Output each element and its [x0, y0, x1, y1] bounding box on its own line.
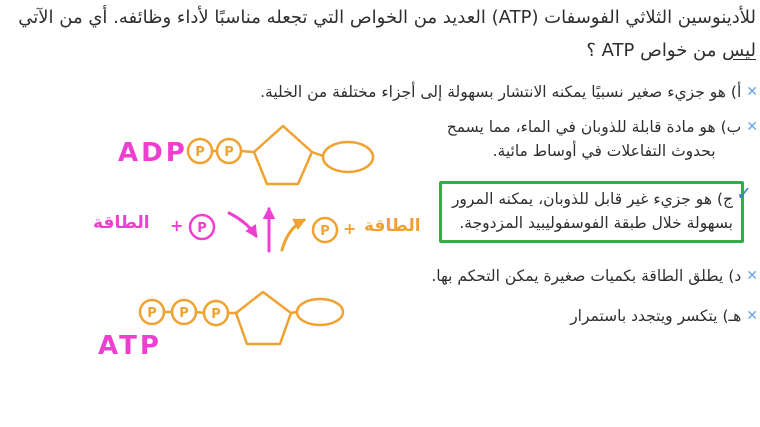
option-a-text: هو جزيء صغير نسبيًا يمكنه الانتشار بسهولة إلى أجزاء مختلفة من الخلية.	[260, 83, 726, 101]
phosphate-circle-magenta	[190, 215, 214, 239]
option-b-line-1: هو مادة قابلة للذوبان في الماء، مما يسمح	[446, 118, 716, 136]
question-line-1	[18, 7, 756, 28]
option-b-line-2: بحدوث التفاعلات في أوساط مائية.	[492, 142, 716, 161]
adp-molecule	[188, 126, 373, 184]
option-c-text-1: هو جزيء غير قابل للذوبان، يمكنه المرور	[451, 190, 712, 208]
phosphate-p-label: P	[224, 145, 234, 160]
energy-in-curved-arrow	[229, 213, 256, 236]
plus-sign-orange: +	[343, 219, 357, 238]
question-line-2	[586, 40, 756, 61]
option-c-line-1	[452, 187, 733, 211]
phosphate-p-label: P	[147, 306, 157, 321]
phosphate-p-label: P	[197, 221, 207, 236]
option-e	[570, 304, 758, 328]
reaction-arrows	[229, 209, 304, 251]
plus-sign-magenta: +	[170, 216, 184, 235]
option-e-letter: هـ)	[722, 307, 742, 325]
incorrect-x-icon: ✕	[746, 268, 758, 284]
atp-molecule	[140, 292, 343, 344]
phosphate-p-label: P	[211, 307, 221, 322]
phosphate-p-label: P	[195, 145, 205, 160]
question-text: للأدينوسين الثلاثي الفوسفات (ATP) العديد من الخواص التي تجعله مناسبًا لأداء وظائفه. أي من الآتي	[18, 7, 756, 28]
option-c-text-2: بسهولة خلال طبقة الفوسفوليبيد المزدوجة.	[459, 214, 733, 233]
energy-label-orange: الطاقة	[364, 216, 421, 236]
option-d-text: يطلق الطاقة بكميات صغيرة يمكن التحكم بها.	[431, 267, 724, 285]
energy-out-curved-arrow	[282, 220, 304, 250]
phosphate-p-label: P	[320, 224, 330, 239]
option-b	[447, 115, 758, 163]
option-d	[431, 264, 758, 288]
option-d-letter: د)	[728, 267, 742, 285]
atp-label: ATP	[98, 331, 162, 361]
adp-label: ADP	[118, 138, 188, 168]
option-e-text: يتكسر ويتجدد باستمرار	[570, 307, 718, 325]
incorrect-x-icon: ✕	[746, 119, 758, 135]
option-a-letter: أ)	[730, 83, 742, 101]
phosphate-p-label: P	[179, 306, 189, 321]
option-a	[260, 80, 758, 104]
question-text-rest: من خواص ATP ؟	[586, 40, 717, 61]
option-b-text	[447, 115, 716, 163]
incorrect-x-icon: ✕	[746, 308, 758, 324]
energy-label-magenta: الطاقة	[93, 213, 150, 233]
correct-answer-box	[439, 181, 744, 243]
option-c-letter: ج)	[716, 190, 733, 208]
option-b-letter: ب)	[720, 118, 742, 136]
phosphate-circle-orange	[313, 218, 337, 242]
incorrect-x-icon: ✕	[746, 84, 758, 100]
question-not-word: ليس	[722, 40, 756, 61]
correct-check-icon: ✓	[736, 183, 752, 205]
option-c	[439, 181, 752, 243]
